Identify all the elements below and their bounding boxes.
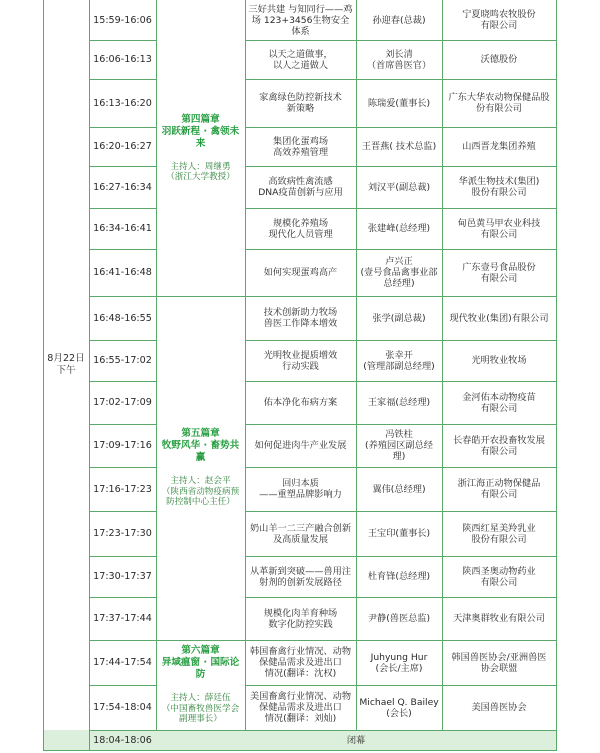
text-line: 王家福(总经理) — [367, 397, 431, 408]
text-line: 杜育锋(总经理) — [367, 571, 431, 582]
time-cell: 17:37-17:44 — [93, 613, 152, 624]
table-row — [0, 467, 600, 511]
host-line: 主持人：薛廷伍 — [170, 693, 231, 704]
topic-cell — [245, 640, 356, 685]
text-line: 翼伟(总经理) — [372, 483, 426, 495]
text-line: 现代化人员管理 — [268, 228, 333, 240]
closing-label: 闭幕 — [346, 734, 366, 746]
text-line: (会长) — [386, 707, 412, 719]
section-title: 第五篇章 — [181, 428, 220, 440]
topic-cell — [245, 0, 356, 40]
table-row — [0, 511, 600, 556]
text-line: 甸邑黄马甲农业科技 — [457, 217, 541, 229]
text-line: 广东壹号食品股份 — [462, 261, 536, 273]
topic-cell — [245, 556, 356, 597]
text-line: DNA疫苗创新与应用 — [258, 187, 343, 198]
text-line: 金河佑本动物疫苗 — [462, 391, 536, 403]
text-line: 技术创新助力牧场 — [263, 307, 338, 318]
topic-cell — [245, 685, 356, 730]
speaker-cell — [356, 381, 442, 424]
text-line: 有限公司 — [480, 576, 518, 588]
text-line: 情况(翻译：沈权) — [264, 668, 337, 679]
section-cell-s4 — [156, 0, 245, 296]
text-line: 陕西红星美羚乳业 — [462, 522, 536, 534]
time-cell: 17:09-17:16 — [93, 440, 152, 451]
topic-cell — [245, 79, 356, 127]
host-line: 防控制中心主任） — [166, 497, 235, 508]
time-cell: 16:34-16:41 — [93, 223, 152, 234]
section-subtitle: 羽跃新程 · 禽领未来 — [161, 125, 240, 149]
table-row — [0, 685, 600, 730]
organization-cell — [442, 467, 556, 511]
time-cell: 15:59-16:06 — [93, 14, 152, 26]
section-host — [162, 693, 239, 725]
organization-cell — [442, 597, 556, 640]
text-line: 保健品需求及进出口 — [259, 702, 342, 713]
text-line: 沃德股份 — [480, 54, 518, 65]
text-line: 张幸开 — [385, 349, 413, 361]
time-cell: 16:06-16:13 — [93, 54, 152, 65]
text-line: ——重塑品牌影响力 — [259, 489, 342, 500]
host-line: （陕西省动物疫病预 — [161, 486, 240, 497]
text-line: 刘汉平(副总裁) — [367, 181, 431, 193]
text-line: 美国畜禽行业情况、动物 — [249, 691, 352, 702]
organization-cell — [442, 79, 556, 127]
speaker-cell — [356, 340, 442, 381]
closing-time: 18:04-18:06 — [93, 734, 152, 746]
section-title: 第四篇章 — [181, 113, 220, 125]
text-line: 协会联盟 — [480, 662, 518, 674]
section-host — [162, 476, 239, 508]
date-period: 下午 — [56, 365, 76, 376]
topic-cell — [245, 40, 356, 79]
text-line: 总经理) — [383, 278, 415, 289]
topic-cell — [245, 597, 356, 640]
time-cell: 16:27-16:34 — [93, 181, 152, 193]
text-line: 家禽绿色防控新技术 — [259, 92, 342, 103]
text-line: 回归本质 — [282, 478, 319, 489]
table-row — [0, 424, 600, 467]
text-line: 光明牧业提质增效 — [263, 349, 338, 361]
section-subtitle: 牧野风华 · 畜势共赢 — [161, 440, 240, 464]
text-line: 有限公司 — [480, 20, 518, 31]
text-line: 韩国畜禽行业情况、动物 — [249, 646, 352, 657]
text-line: 广东大华农动物保健品股 — [448, 92, 550, 103]
text-line: 有限公司 — [480, 228, 518, 240]
organization-cell — [442, 381, 556, 424]
time-cell: 16:55-17:02 — [93, 355, 152, 366]
topic-cell — [245, 381, 356, 424]
table-row — [0, 340, 600, 381]
text-line: 冯铁柱 — [385, 429, 413, 440]
text-line: 场 123+3456生物安全体系 — [251, 14, 350, 37]
text-line: (养殖园区副总经理) — [365, 440, 433, 462]
text-line: 三好共建 与知同行——鸡 — [248, 3, 353, 15]
topic-cell — [245, 166, 356, 208]
speaker-cell — [356, 208, 442, 249]
speaker-cell — [356, 166, 442, 208]
table-row — [0, 79, 600, 127]
text-line: 有限公司 — [480, 402, 518, 414]
text-line: 韩国兽医协会/亚洲兽医 — [451, 651, 547, 663]
text-line: 数字化防控实践 — [268, 618, 333, 630]
organization-cell — [442, 40, 556, 79]
section-cell-s5 — [156, 296, 245, 640]
table-row — [0, 208, 600, 249]
text-line: 集团化蛋鸡场 — [272, 135, 329, 147]
text-line: 从革新到突破——兽用注 — [249, 565, 352, 577]
text-line: 佑本净化布病方案 — [263, 397, 338, 408]
text-line: 有限公司 — [480, 445, 518, 457]
text-line: 股份有限公司 — [471, 533, 527, 545]
time-cell: 17:23-17:30 — [93, 528, 152, 539]
text-line: 刘长清 — [385, 48, 413, 60]
speaker-cell — [356, 597, 442, 640]
topic-cell — [245, 208, 356, 249]
text-line: 如何促进肉牛产业发展 — [254, 440, 347, 451]
speaker-cell — [356, 685, 442, 730]
text-line: 如何实现蛋鸡高产 — [263, 267, 338, 278]
time-cell: 17:54-18:04 — [93, 702, 152, 713]
text-line: 保健品需求及进出口 — [259, 657, 342, 668]
time-cell: 17:30-17:37 — [93, 571, 152, 582]
host-line: （中国畜牧兽医学会 — [161, 703, 240, 714]
speaker-cell — [356, 0, 442, 40]
text-line: 兽医工作降本增效 — [263, 318, 338, 329]
text-line: 孙迎春(总裁) — [372, 14, 426, 26]
time-cell: 16:48-16:55 — [93, 312, 152, 324]
text-line: 长春皓开农投畜牧发展 — [453, 434, 545, 446]
organization-cell — [442, 640, 556, 685]
text-line: 高效养殖管理 — [272, 146, 329, 158]
topic-cell — [245, 127, 356, 166]
topic-cell — [245, 511, 356, 556]
organization-cell — [442, 166, 556, 208]
text-line: 宁夏晓鸣农牧股份 — [462, 9, 536, 20]
text-line: 王宝印(董事长) — [367, 528, 431, 539]
text-line: 行动实践 — [282, 360, 319, 372]
text-line: 以人之道做人 — [272, 59, 329, 71]
host-line: （浙江大学教授） — [166, 172, 235, 182]
host-line: 副理事长） — [179, 714, 222, 725]
text-line: 尹静(兽医总监) — [367, 613, 431, 624]
text-line: 天津奥群牧业有限公司 — [453, 613, 545, 624]
organization-cell — [442, 0, 556, 40]
text-line: 新策略 — [286, 103, 315, 114]
table-row — [0, 381, 600, 424]
text-line: 及高质量发展 — [272, 533, 329, 545]
section-cell-s6 — [156, 640, 245, 730]
section-title: 第六篇章 — [181, 645, 220, 657]
text-line: 王晋燕( 技术总监) — [361, 141, 437, 152]
text-line: 浙江海正动物保健品 — [457, 478, 541, 489]
grid-bottom-line — [43, 750, 556, 751]
time-cell: 17:44-17:54 — [93, 657, 152, 668]
table-row — [0, 556, 600, 597]
section-subtitle: 异域瘟窗 · 国际论防 — [161, 657, 240, 681]
text-line: 陈瑞爱(董事长) — [367, 97, 431, 109]
table-row — [0, 296, 600, 340]
topic-cell — [245, 340, 356, 381]
speaker-cell — [356, 296, 442, 340]
text-line: 华派生物技术(集团) — [458, 176, 540, 187]
time-cell: 16:20-16:27 — [93, 141, 152, 152]
speaker-cell — [356, 467, 442, 511]
organization-cell — [442, 556, 556, 597]
table-row — [0, 40, 600, 79]
organization-cell — [442, 296, 556, 340]
table-row — [0, 127, 600, 166]
text-line: 以天之道做事， — [268, 48, 333, 60]
table-row — [0, 640, 600, 685]
text-line: 股份有限公司 — [471, 187, 527, 198]
text-line: (管理部副总经理) — [363, 360, 435, 372]
text-line: 规模化养殖场 — [272, 217, 329, 229]
topic-cell — [245, 467, 356, 511]
organization-cell — [442, 424, 556, 467]
text-line: 情况(翻译：刘灿) — [264, 713, 337, 724]
table-row — [0, 0, 600, 40]
organization-cell — [442, 340, 556, 381]
text-line: (壹号食品禽事业部 — [360, 267, 438, 278]
text-line: 山西晋龙集团养殖 — [462, 141, 536, 152]
table-row — [0, 597, 600, 640]
time-cell: 16:41-16:48 — [93, 267, 152, 278]
section-host — [166, 162, 235, 183]
organization-cell — [442, 685, 556, 730]
text-line: 有限公司 — [480, 272, 518, 284]
table-row — [0, 249, 600, 296]
text-line: （首席兽医官） — [366, 59, 432, 71]
host-line: 主持人：周继勇 — [170, 161, 231, 172]
speaker-cell — [356, 249, 442, 296]
text-line: 现代牧业(集团)有限公司 — [449, 312, 549, 324]
text-line: 有限公司 — [480, 489, 518, 500]
time-cell: 17:16-17:23 — [93, 483, 152, 495]
text-line: (会长/主席) — [375, 662, 423, 674]
organization-cell — [442, 249, 556, 296]
text-line: 规模化肉羊育种场 — [263, 607, 338, 619]
text-line: 份有限公司 — [476, 103, 522, 114]
speaker-cell — [356, 556, 442, 597]
topic-cell — [245, 424, 356, 467]
text-line: 光明牧业牧场 — [471, 355, 527, 366]
organization-cell — [442, 127, 556, 166]
text-line: 美国兽医协会 — [471, 702, 527, 713]
text-line: Michael Q. Bailey — [359, 696, 439, 708]
organization-cell — [442, 511, 556, 556]
speaker-cell — [356, 79, 442, 127]
text-line: 高致病性禽流感 — [268, 176, 333, 187]
speaker-cell — [356, 40, 442, 79]
text-line: 陕西圣奥动物药业 — [462, 565, 536, 577]
text-line: 张建峰(总经理) — [367, 223, 431, 234]
organization-cell — [442, 208, 556, 249]
text-line: 奶山羊一二三产融合创新 — [249, 522, 352, 534]
speaker-cell — [356, 127, 442, 166]
speaker-cell — [356, 511, 442, 556]
text-line: 射剂的创新发展路径 — [259, 576, 342, 588]
table-row — [0, 166, 600, 208]
speaker-cell — [356, 640, 442, 685]
text-line: Juhyung Hur — [370, 651, 428, 663]
date-day: 8月22日 — [47, 353, 85, 364]
topic-cell — [245, 249, 356, 296]
time-cell: 16:13-16:20 — [93, 97, 152, 109]
text-line: 卢兴正 — [385, 256, 413, 267]
time-cell: 17:02-17:09 — [93, 397, 152, 408]
speaker-cell — [356, 424, 442, 467]
text-line: 张学(副总裁) — [372, 312, 426, 324]
host-line: 主持人：赵会平 — [170, 476, 231, 487]
topic-cell — [245, 296, 356, 340]
